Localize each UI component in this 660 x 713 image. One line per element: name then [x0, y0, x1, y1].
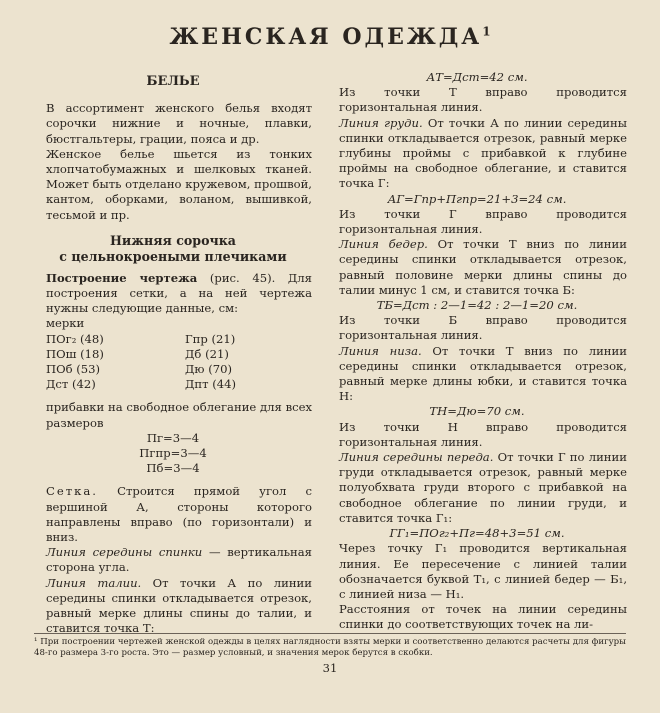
formula: ГГ₁=ПОг₂+Пг=48+3=51 см.	[389, 526, 565, 541]
paragraph-heading: Линия талии.	[46, 575, 142, 590]
paragraph-heading: Линия середины переда.	[339, 450, 494, 465]
subsection-title	[34, 233, 312, 265]
paragraph	[34, 484, 312, 545]
paragraph	[34, 271, 312, 317]
paragraph-heading: Линия низа.	[339, 343, 422, 358]
paragraph: Из точки Б вправо проводится горизонтальная линия.	[339, 313, 627, 343]
measure-item: Дпт (44)	[185, 377, 237, 392]
paragraph-text: Строится прямой угол с вершиной А, стороны которого направлены вправо (по горизонтали) и вниз.	[46, 484, 312, 545]
formula: АГ=Гпр+Пгпр=21+3=24 см.	[387, 191, 567, 206]
paragraph: Через точку Г₁ проводится вертикальная линия. Ее пересечение с линией талии обозначается буквой Т₁, с линией бедер — Б₁, с линией низа — Н₁.	[339, 541, 627, 601]
page-number: 31	[322, 661, 338, 675]
formula: Пг=3—4	[146, 430, 200, 445]
paragraph-text: (рис. 45). Для построения сетки, а на ней чертежа нужны следующие данные, см:	[46, 270, 312, 316]
measures-col-left	[34, 332, 173, 393]
paragraph-text: От точки А по линии середины спинки откладывается отрезок, равный мерке длины спины до талии, и ставится точка Т:	[46, 575, 313, 636]
paragraph-heading: Сетка.	[46, 484, 98, 499]
footnote	[34, 633, 626, 659]
paragraph: Расстояния от точек на линии середины спинки до соответствующих точек на ли-	[339, 602, 627, 632]
paragraph: Из точки Н вправо проводится горизонтальная линия.	[339, 419, 627, 449]
formula: ТБ=Дст : 2—1=42 : 2—1=20 см.	[376, 298, 578, 313]
paragraph: В ассортимент женского белья входят сорочки нижние и ночные, плавки, бюстгальтеры, грации, пояса и др.	[46, 101, 312, 146]
formula: Пб=3—4	[146, 461, 200, 476]
section-title: БЕЛЬЕ	[146, 74, 200, 89]
measures-col-right	[173, 332, 312, 393]
paragraph: Из точки Г вправо проводится горизонтальная линия.	[339, 206, 627, 237]
measure-item: ПОг₂ (48)	[46, 331, 104, 346]
subsection-title-line2: с цельнокроеными плечиками	[59, 248, 287, 264]
measures-table	[34, 332, 312, 393]
paragraph-text: — вертикальная сторона угла.	[46, 545, 312, 575]
paragraph	[34, 545, 312, 575]
paragraph: прибавки на свободное облегание для всех размеров	[46, 400, 312, 430]
paragraph	[327, 450, 627, 526]
formula: АТ=Дст=42 см.	[426, 70, 528, 84]
paragraph-heading: Линия бедер.	[339, 237, 428, 252]
formula: Пгпр=3—4	[139, 446, 207, 461]
measure-item: ПОш (18)	[46, 346, 104, 361]
paragraph: Женское белье шьется из тонких хлопчатобумажных и шелковых тканей. Может быть отделано кружевом, прошвой, кантом, оборками, воланом, вышивкой, тесьмой и пр.	[46, 146, 312, 222]
right-column	[327, 70, 627, 633]
paragraph-heading: Линия середины спинки	[46, 545, 203, 560]
paragraph-text: От точки Т вниз по линии середины спинки откладывается отрезок, равный мерке длины юбки, и ставится точка Н:	[339, 343, 627, 404]
formula: ТН=Дю=70 см.	[429, 404, 525, 419]
paragraph	[327, 116, 627, 192]
paragraph-text: От точки Т вниз по линии середины спинки откладывается отрезок, равный половине мерки длины спины до талии минус 1 см, и ставится точка Б:	[339, 237, 627, 297]
left-column	[34, 70, 312, 637]
paragraph	[327, 344, 627, 405]
measure-item: Дст (42)	[46, 377, 96, 392]
measure-item: ПОб (53)	[46, 362, 101, 377]
paragraph	[327, 237, 627, 298]
paragraph-heading: Построение чертежа	[46, 270, 198, 285]
measures-heading: мерки	[46, 316, 85, 331]
measure-item: Дб (21)	[185, 346, 229, 361]
measure-item: Гпр (21)	[185, 331, 236, 346]
measure-item: Дю (70)	[185, 362, 233, 377]
title-footnote-mark: 1	[482, 24, 491, 39]
paragraph	[34, 576, 312, 637]
paragraph-text: От точки Г по линии груди откладывается отрезок, равный мерке полуобхвата груди второго с прибавкой на свободное облегание по линии груди, и ставится точка Г₁:	[339, 450, 627, 525]
page-title: ЖЕНСКАЯ ОДЕЖДА$^1$	[169, 24, 491, 50]
subsection-title-line1: Нижняя сорочка	[110, 232, 236, 248]
paragraph: Из точки Т вправо проводится горизонтальная линия.	[339, 85, 627, 115]
paragraph-text: От точки А по линии середины спинки откладывается отрезок, равный мерке глубины проймы с прибавкой к глубине проймы на свободное облегание, и ставится точка Г:	[339, 115, 627, 191]
paragraph-heading: Линия груди.	[339, 115, 423, 130]
footnote-text: ¹ При построении чертежей женской одежды в целях наглядности взяты мерки и соответственно делаются расчеты для фигуры 48-го размера 3-го роста. Это — размер условный, и значения мерок берутся в скобки.	[34, 637, 626, 658]
